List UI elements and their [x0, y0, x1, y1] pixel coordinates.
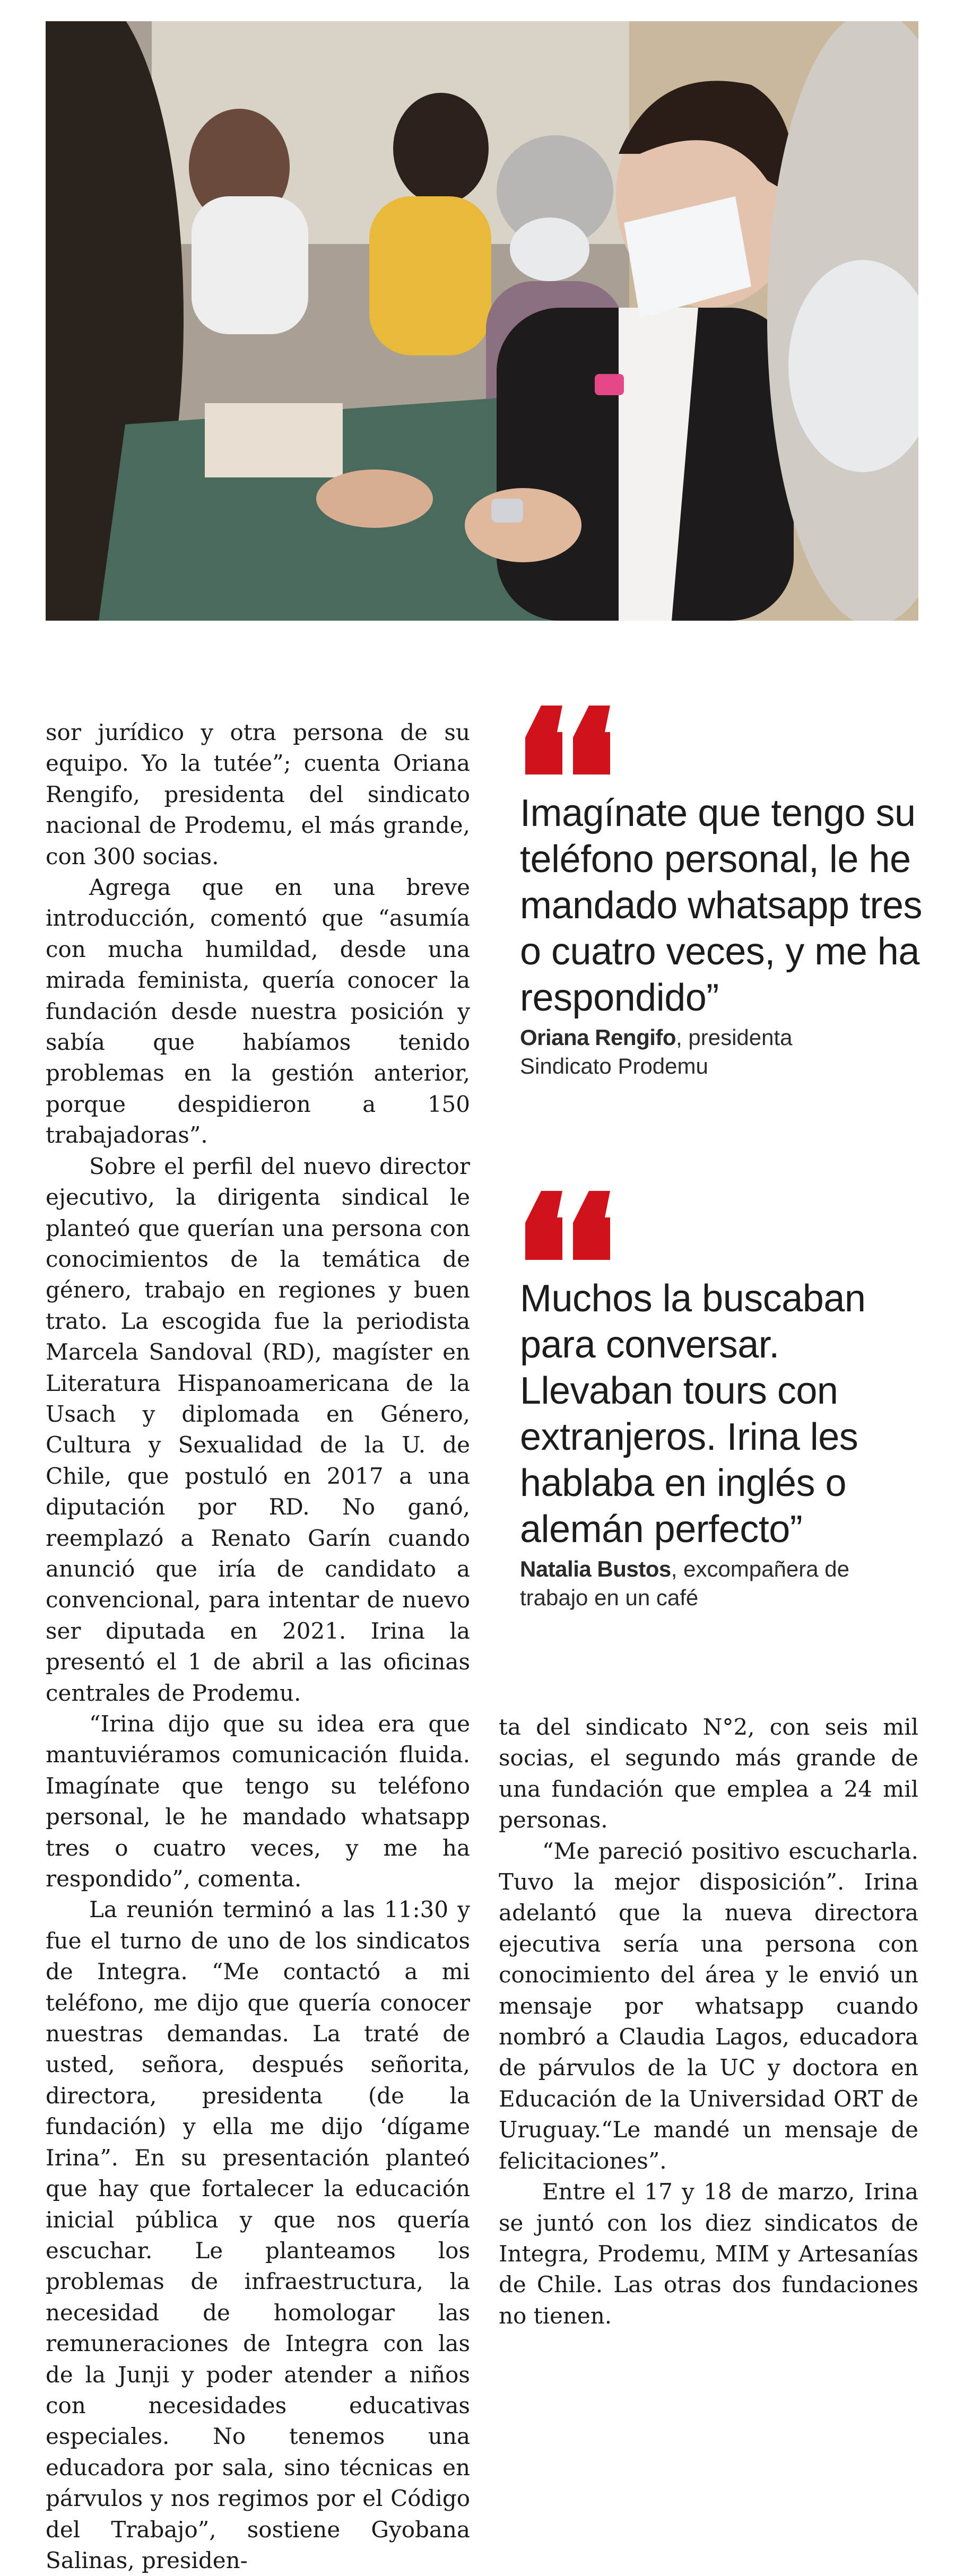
quote-mark-icon — [520, 700, 615, 780]
article-column-left — [46, 717, 470, 2576]
paragraph: Sobre el perfil del nuevo director ejecutivo, la dirigenta sindical le planteó que querían una persona con conocimientos de la temática de género, trabajo en regiones y buen trato. La escogida fue la periodista Marcela Sandoval (RD), magíster en Literatura Hispanoamericana de la Usach y diplomada en Género, Cultura y Sexualidad de la U. de Chile, que postuló en 2017 a una diputación por RD. No ganó, reemplazó a Renato Garín cuando anunció que iría de candidato a convencional, para intentar de nuevo ser diputada en 2021. Irina la presentó el 1 de abril a las oficinas centrales de Prodemu. — [46, 1153, 470, 1706]
pull-quote-text: Imagínate que tengo su teléfono personal, le he mandado whatsapp tres o cuatro veces, y me ha respondido” — [520, 792, 922, 1019]
pull-quote-1 — [520, 700, 923, 1081]
paragraph: “Me pareció positivo escucharla. Tuvo la mejor disposición”. Irina adelantó que la nueva directora ejecutiva sería una persona con conocimiento del área y le envió un mensaje por whatsapp cuando nombró a Claudia Lagos, educadora de párvulos de la UC y doctora en Educación de la Universidad ORT de Uruguay.“Le mandé un mensaje de felicitaciones”. — [499, 1838, 918, 2174]
paragraph: “Irina dijo que su idea era que mantuviéramos comunicación fluida. Imagínate que tengo su teléfono personal, le he mandado whatsapp tres o cuatro veces, y me ha respondido”, comenta. — [46, 1711, 470, 1892]
paragraph: Agrega que en una breve introducción, comentó que “asumía con mucha humildad, desde una mirada feminista, quería conocer la fundación desde nuestra posición y sabía que habíamos tenido problemas en la gestión anterior, porque despidieron a 150 trabajadoras”. — [46, 874, 470, 1148]
article-column-right — [499, 1712, 918, 2331]
meeting-photo-icon — [46, 21, 918, 621]
attribution-role: , excompañera de — [671, 1556, 849, 1581]
quote-mark-icon — [520, 1186, 615, 1265]
attribution-name: Oriana Rengifo — [520, 1025, 676, 1050]
paragraph: ta del sindicato N°2, con seis mil socias, el segundo más grande de una fundación que emplea a 24 mil personas. — [499, 1714, 918, 1833]
attribution-org: Sindicato Prodemu — [520, 1054, 708, 1078]
article-photo — [46, 21, 918, 621]
paragraph: sor jurídico y otra persona de su equipo. Yo la tutée”; cuenta Oriana Rengifo, presidenta del sindicato nacional de Prodemu, el más grande, con 300 socias. — [46, 719, 470, 869]
attribution-role: , presidenta — [676, 1025, 793, 1050]
paragraph: Entre el 17 y 18 de marzo, Irina se juntó con los diez sindicatos de Integra, Prodemu, MIM y Artesanías de Chile. Las otras dos fundaciones no tienen. — [499, 2179, 918, 2329]
attribution-name: Natalia Bustos — [520, 1556, 671, 1581]
pull-quote-attribution — [520, 1023, 923, 1081]
attribution-org: trabajo en un café — [520, 1585, 699, 1610]
paragraph: La reunión terminó a las 11:30 y fue el turno de uno de los sindicatos de Integra. “Me contactó a mi teléfono, me dijo que quería conocer nuestras demandas. La traté de usted, señora, después señorita, directora, presidenta (de la fundación) y ella me dijo ‘dígame Irina”. En su presentación planteó que hay que fortalecer la educación inicial pública y que nos quería escuchar. Le planteamos los problemas de infraestructura, la necesidad de homologar las remuneraciones de Integra con las de la Junji y poder atender a niños con necesidades educativas especiales. No tenemos una educadora por sala, sino técnicas en párvulos y nos regimos por el Código del Trabajo”, sostiene Gyobana Salinas, presiden- — [46, 1896, 470, 2573]
pull-quote-2 — [520, 1186, 923, 1612]
pull-quote-text: Muchos la buscaban para conversar. Llevaban tours con extranjeros. Irina les hablaba en inglés o alemán perfecto” — [520, 1277, 866, 1551]
pull-quote-attribution — [520, 1555, 923, 1612]
